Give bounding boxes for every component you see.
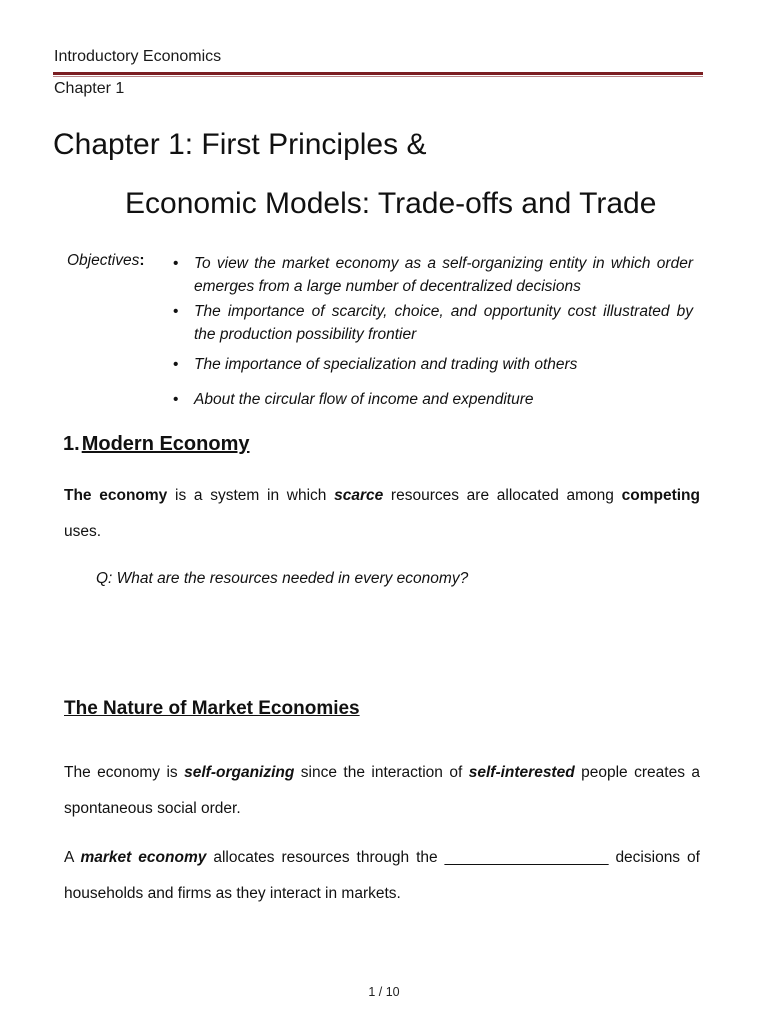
fill-in-blank: ___________________	[444, 849, 609, 866]
objective-text: About the circular flow of income and expenditure	[194, 391, 534, 408]
section-heading-modern-economy	[63, 433, 249, 456]
bullet-icon: •	[173, 255, 179, 272]
text-run: allocates resources through the	[206, 849, 445, 866]
objective-text: To view the market economy as a self-organizing entity in which order emerges from a large number of decentralized decisions	[194, 255, 693, 295]
term-scarce: scarce	[334, 487, 384, 504]
self-organizing-paragraph	[64, 755, 700, 827]
objectives-list	[170, 252, 693, 411]
header-course: Introductory Economics	[54, 48, 222, 65]
objective-item	[170, 388, 693, 411]
header-rule	[53, 72, 703, 75]
term-self-organizing: self-organizing	[184, 764, 295, 781]
bullet-icon: •	[173, 391, 179, 408]
section-title: Modern Economy	[81, 433, 250, 455]
objectives-colon: :	[139, 252, 145, 269]
text-run: is a system in which	[167, 487, 335, 504]
bullet-icon: •	[173, 303, 179, 320]
text-run: resources are allocated among	[383, 487, 622, 504]
header-chapter: Chapter 1	[54, 80, 125, 97]
objective-item	[170, 353, 693, 376]
economy-definition-paragraph	[64, 478, 700, 550]
objective-item	[170, 300, 693, 346]
header-rule-thin	[53, 76, 703, 77]
term-the-economy: The economy	[64, 487, 168, 504]
objectives-label	[67, 252, 145, 270]
section-number: 1.	[63, 433, 80, 455]
objectives-label-text: Objectives	[67, 252, 140, 269]
text-run: A	[64, 849, 81, 866]
term-competing: competing	[621, 487, 700, 504]
text-run: since the interaction of	[294, 764, 469, 781]
text-run: uses.	[64, 523, 102, 540]
market-economy-paragraph	[64, 840, 700, 912]
section-heading-market-economies: The Nature of Market Economies	[64, 698, 360, 719]
chapter-title-line1: Chapter 1: First Principles &	[53, 128, 427, 161]
term-market-economy: market economy	[80, 849, 207, 866]
objective-item	[170, 252, 693, 298]
objective-text: The importance of specialization and trading with others	[194, 356, 578, 373]
text-run: decisions of households and firms as they interact in markets.	[64, 849, 700, 902]
bullet-icon: •	[173, 356, 179, 373]
objective-text: The importance of scarcity, choice, and opportunity cost illustrated by the production possibility frontier	[194, 303, 693, 343]
question-resources: Q: What are the resources needed in every economy?	[96, 570, 469, 587]
page-number: 1 / 10	[368, 985, 400, 999]
chapter-title-line2: Economic Models: Trade-offs and Trade	[125, 187, 657, 220]
term-self-interested: self-interested	[468, 764, 575, 781]
text-run: people creates a spontaneous social order.	[64, 764, 700, 817]
text-run: The economy is	[64, 764, 185, 781]
